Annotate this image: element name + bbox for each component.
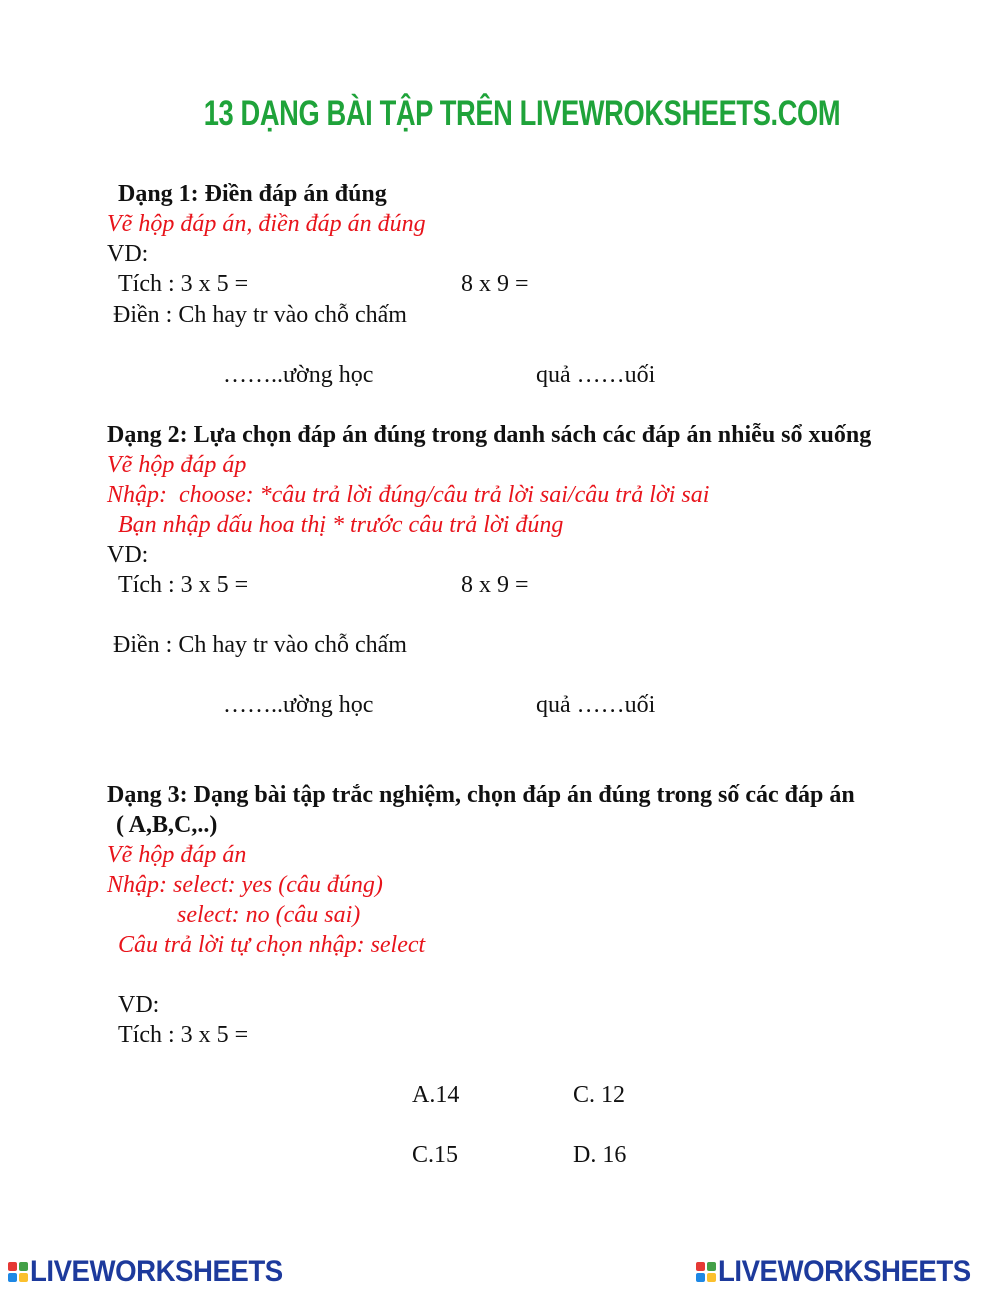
section2-tich: Tích : 3 x 5 = <box>118 572 249 598</box>
logo-text: LIVEWORKSHEETS <box>718 1255 971 1288</box>
section1-word1: ……..ường học <box>223 362 374 388</box>
section3-instruction4: Câu trả lời tự chọn nhập: select <box>118 932 426 958</box>
section1-word2: quả ……uối <box>536 362 656 388</box>
section3-instruction3: select: no (câu sai) <box>177 902 361 928</box>
liveworksheets-logo-right <box>696 1255 993 1289</box>
section2-word1: ……..ường học <box>223 692 374 718</box>
section2-vd: VD: <box>107 542 149 568</box>
section3-vd: VD: <box>118 992 160 1018</box>
option-c-15: C.15 <box>412 1142 459 1168</box>
option-a: A.14 <box>412 1082 460 1108</box>
section3-tich: Tích : 3 x 5 = <box>118 1022 249 1048</box>
section1-vd: VD: <box>107 241 149 267</box>
section2-heading: Dạng 2: Lựa chọn đáp án đúng trong danh sách các đáp án nhiễu sổ xuống <box>107 422 872 448</box>
option-c-12: C. 12 <box>573 1082 626 1108</box>
logo-text: LIVEWORKSHEETS <box>30 1255 283 1288</box>
section1-heading: Dạng 1: Điền đáp án đúng <box>118 181 387 207</box>
section3-instruction2: Nhập: select: yes (câu đúng) <box>107 872 383 898</box>
section2-tich2: 8 x 9 = <box>461 572 529 598</box>
section3-heading-line2: ( A,B,C,..) <box>116 812 218 838</box>
logo-blocks-icon <box>696 1262 716 1282</box>
page-title: 13 DẠNG BÀI TẬP TRÊN LIVEWROKSHEETS.COM <box>203 94 841 133</box>
liveworksheets-logo-left <box>8 1255 305 1289</box>
section2-word2: quả ……uối <box>536 692 656 718</box>
section2-instruction1: Vẽ hộp đáp áp <box>107 452 247 478</box>
section3-instruction1: Vẽ hộp đáp án <box>107 842 247 868</box>
section1-tich: Tích : 3 x 5 = <box>118 271 249 297</box>
section3-heading: Dạng 3: Dạng bài tập trắc nghiệm, chọn đáp án đúng trong số các đáp án <box>107 782 855 808</box>
section1-dien: Điền : Ch hay tr vào chỗ chấm <box>113 302 407 328</box>
section1-instruction: Vẽ hộp đáp án, điền đáp án đúng <box>107 211 426 237</box>
section2-instruction3: Bạn nhập dấu hoa thị * trước câu trả lời đúng <box>118 512 564 538</box>
section2-instruction2: Nhập: choose: *câu trả lời đúng/câu trả lời sai/câu trả lời sai <box>107 482 710 508</box>
option-d: D. 16 <box>573 1142 627 1168</box>
section2-dien: Điền : Ch hay tr vào chỗ chấm <box>113 632 407 658</box>
logo-blocks-icon <box>8 1262 28 1282</box>
section1-tich2: 8 x 9 = <box>461 271 529 297</box>
